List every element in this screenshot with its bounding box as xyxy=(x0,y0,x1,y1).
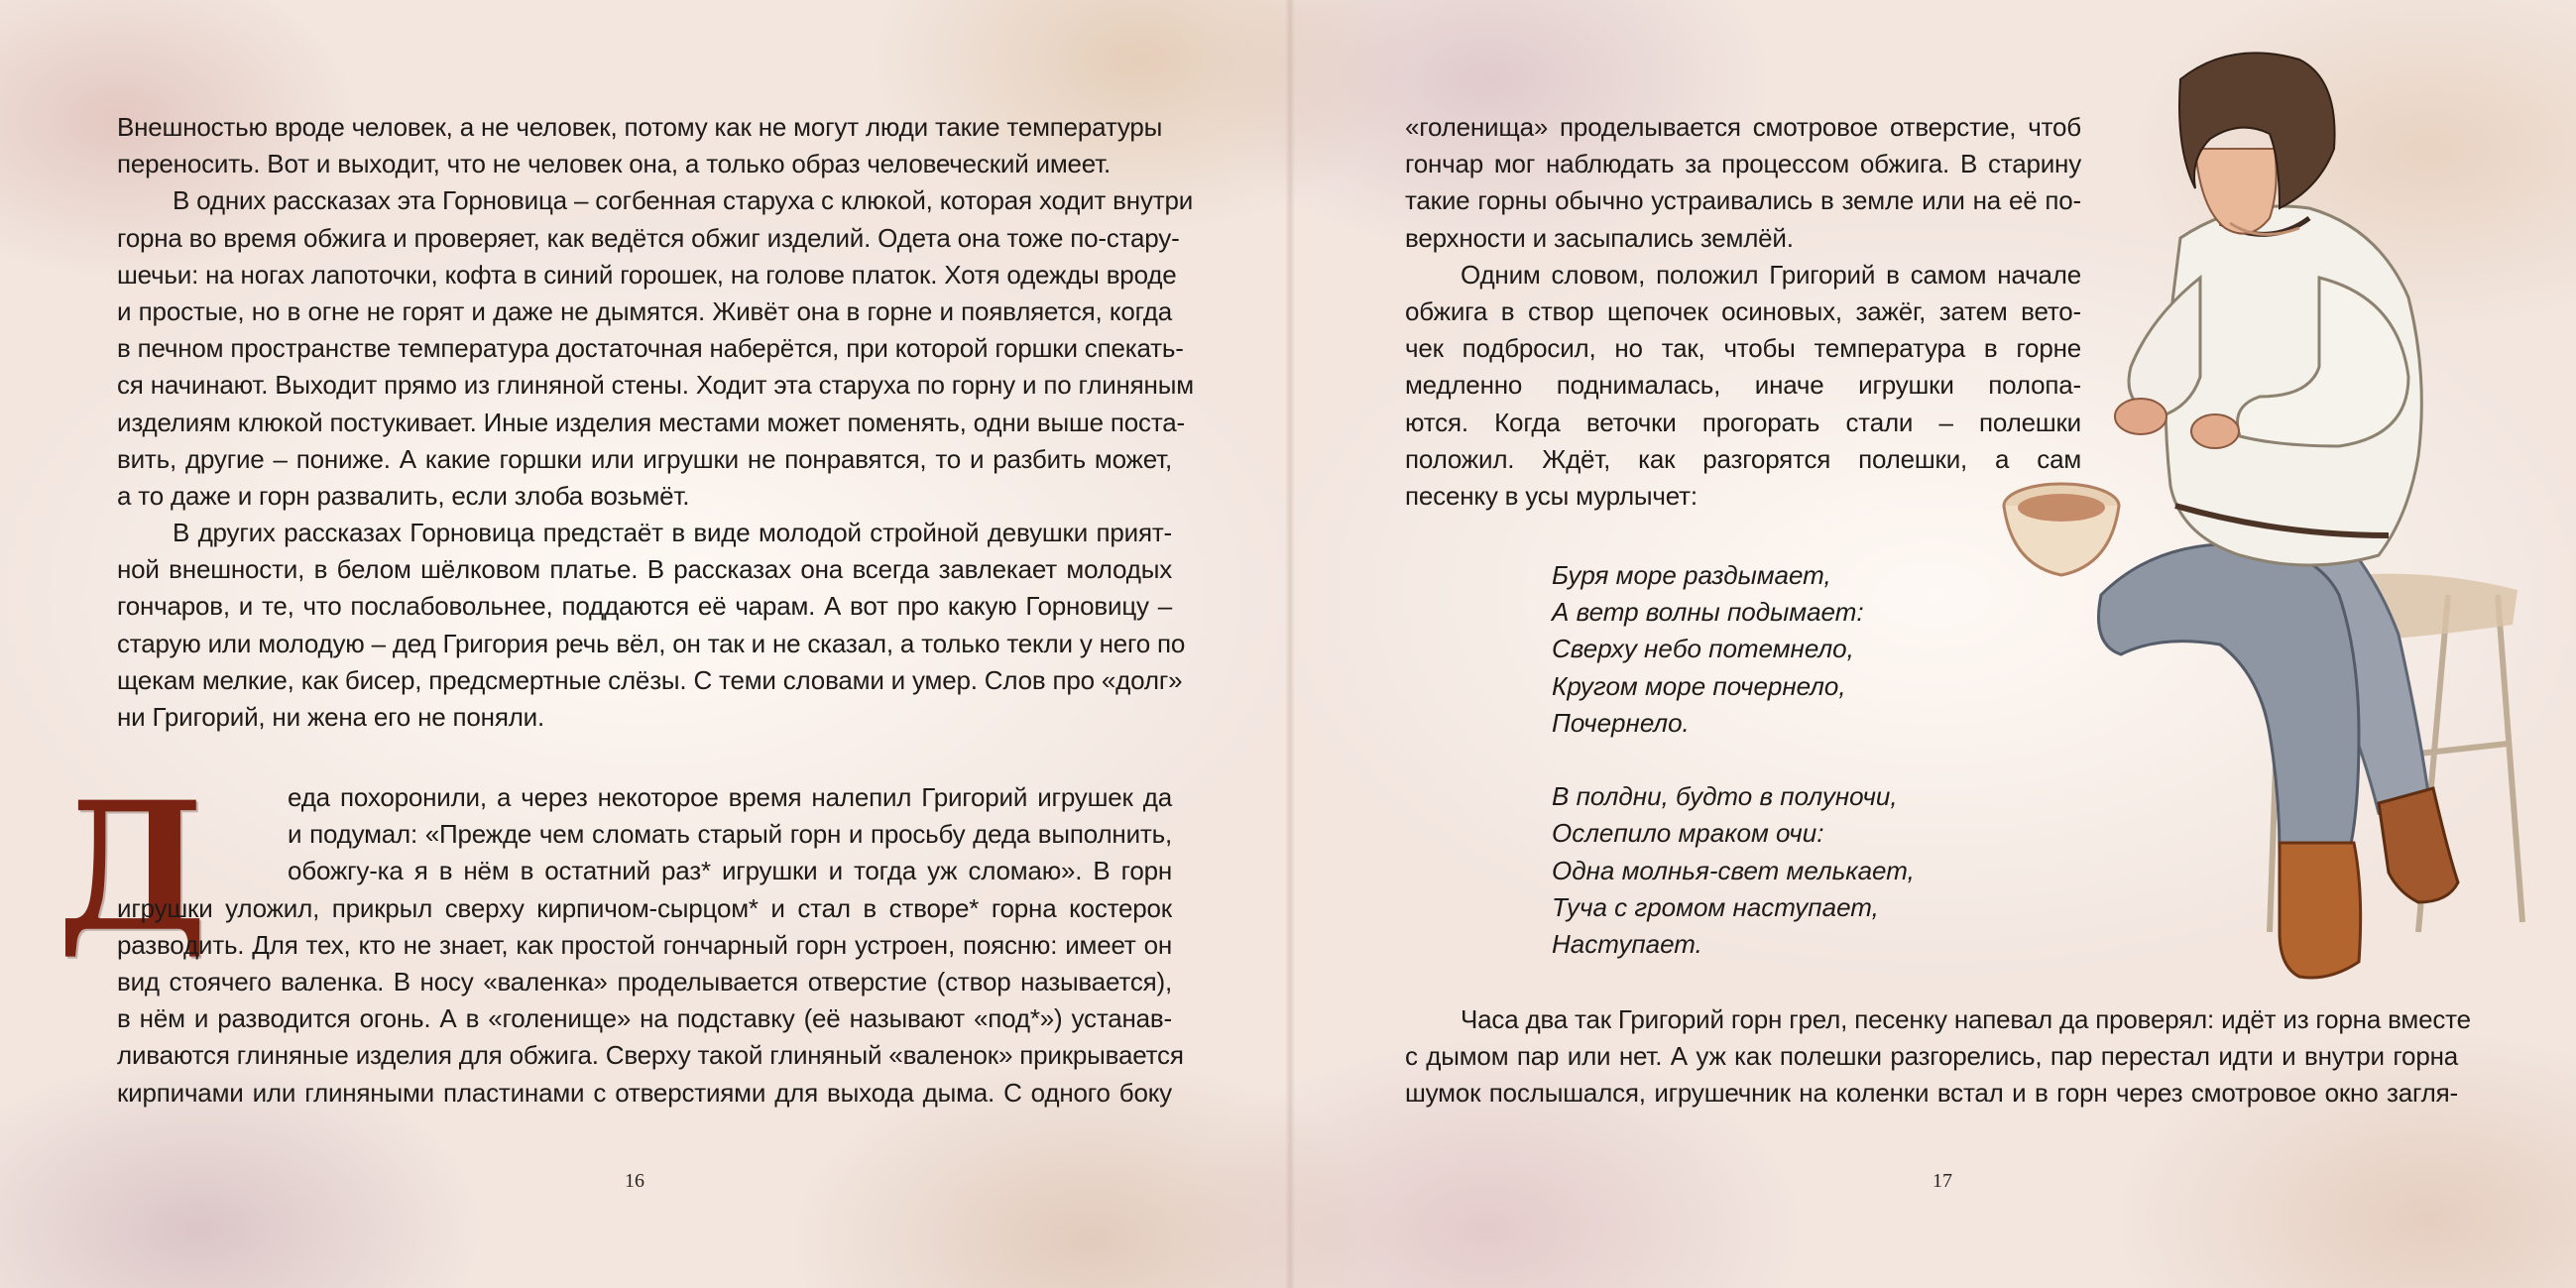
verse-line: Почернело. xyxy=(1552,707,1690,738)
text-line: с дымом пар или нет. А уж как полешки разгорелись, пар перестал идти и внутри горна xyxy=(1405,1041,2458,1072)
text-line: вить, другие – пониже. А какие горшки или игрушки не понравятся, то и разбить может, xyxy=(117,443,1172,474)
page-number-left: 16 xyxy=(625,1170,644,1192)
verse-line: Буря море раздымает, xyxy=(1552,560,1831,590)
potter-illustration xyxy=(1982,40,2576,1011)
text-line: положил. Ждёт, как разгорятся полешки, а сам xyxy=(1405,443,2081,474)
text-line: «голенища» проделывается смотровое отверстие, чтоб xyxy=(1405,112,2081,142)
trouser-front xyxy=(2099,544,2360,853)
face xyxy=(2195,149,2277,234)
text-line: а то даже и горн развалить, если злоба возьмёт. xyxy=(117,480,690,511)
text-line: гончар мог наблюдать за процессом обжига. В старину xyxy=(1405,149,2081,179)
verse-line: Кругом море почернело, xyxy=(1552,670,1846,701)
bowl xyxy=(2004,484,2119,575)
text-line: кирпичами или глиняными пластинами с отверстиями для выхода дыма. С одного боку xyxy=(117,1077,1172,1108)
right-page-closing xyxy=(1405,1001,2471,1112)
text-line: обжига в створ щепочек осиновых, зажёг, затем вето- xyxy=(1405,295,2081,326)
text-line: и простые, но в огне не горят и даже не дымятся. Живёт она в горне и появляется, когда xyxy=(117,295,1172,326)
text-line: Часа два так Григорий горн грел, песенку напевал да проверял: идёт из горна вместе xyxy=(1461,1004,2471,1034)
text-line: ся начинают. Выходит прямо из глиняной стены. Ходит эта старуха по горну и по глиняным xyxy=(117,370,1194,401)
text-line: в печном пространстве температура достаточная наберётся, при которой горшки спекать- xyxy=(117,333,1184,364)
page-number-right: 17 xyxy=(1932,1170,1952,1192)
hand-right xyxy=(2191,414,2239,448)
hand-left xyxy=(2115,399,2166,434)
text-line: чек подбросил, но так, чтобы температура в горне xyxy=(1405,333,2081,364)
text-line: Одним словом, положил Григорий в самом начале xyxy=(1461,259,2081,290)
text-line: и подумал: «Прежде чем сломать старый горн и просьбу деда выполнить, xyxy=(288,819,1172,850)
verse-line: А ветр волны подымает: xyxy=(1552,597,1864,628)
verse-line: Наступает. xyxy=(1552,928,1702,959)
text-line: щекам мелкие, как бисер, предсмертные слёзы. С теми словами и умер. Слов про «долг» xyxy=(117,664,1183,695)
text-line: изделиям клюкой постукивает. Иные изделия местами может поменять, одни выше поста- xyxy=(117,407,1185,437)
text-line: переносить. Вот и выходит, что не человек она, а только образ человеческий имеет. xyxy=(117,149,1112,179)
text-line: верхности и засыпались землёй. xyxy=(1405,222,1794,253)
text-line: ются. Когда веточки прогорать стали – полешки xyxy=(1405,407,2081,437)
dropcap-paragraph xyxy=(117,779,1184,1112)
verse-line: Туча с громом наступает, xyxy=(1552,891,1879,922)
text-line: шечьи: на ногах лапоточки, кофта в синий горошек, на голове платок. Хотя одежды вроде xyxy=(117,259,1177,290)
text-line: обожгу-ка я в нём в остатний раз* игрушки и тогда уж сломаю». В горн xyxy=(288,856,1172,886)
text-line: игрушки уложил, прикрыл сверху кирпичом-сырцом* и стал в створе* горна костерок xyxy=(117,892,1172,923)
text-line: вид стоячего валенка. В носу «валенка» проделывается отверстие (створ называется), xyxy=(117,966,1172,996)
text-line: В других рассказах Горновица предстаёт в виде молодой стройной девушки прият- xyxy=(173,518,1172,548)
text-line: гончаров, и те, что послабовольнее, поддаются её чарам. А вот про какую Горновицу – xyxy=(117,591,1172,622)
text-line: разводить. Для тех, кто не знает, как простой гончарный горн устроен, поясню: имеет он xyxy=(117,929,1172,960)
text-line: ни Григорий, ни жена его не поняли. xyxy=(117,702,545,732)
boot-front xyxy=(2280,843,2361,978)
text-line: такие горны обычно устраивались в земле или на её по- xyxy=(1405,185,2081,216)
text-line: еда похоронили, а через некоторое время налепил Григорий игрушек да xyxy=(288,782,1172,812)
text-line: Внешностью вроде человек, а не человек, потому как не могут люди такие температуры xyxy=(117,112,1163,142)
boot-back xyxy=(2379,788,2458,902)
text-line: горна во время обжига и проверяет, как ведётся обжиг изделий. Одета она тоже по-стару- xyxy=(117,222,1180,253)
text-line: ливаются глиняные изделия для обжига. Сверху такой глиняный «валенок» прикрывается xyxy=(117,1040,1184,1071)
text-line: старую или молодую – дед Григория речь вёл, он так и не сказал, а только текли у него по xyxy=(117,628,1186,658)
verse-line: Сверху небо потемнело, xyxy=(1552,634,1854,664)
right-page xyxy=(1288,0,2576,1288)
drop-cap: Д xyxy=(58,762,202,972)
text-line: ной внешности, в белом шёлковом платье. В рассказах она всегда завлекает молодых xyxy=(117,554,1172,585)
verse-line: Одна молнья-свет мелькает, xyxy=(1552,855,1915,885)
text-line: В одних рассказах эта Горновица – согбенная старуха с клюкой, которая ходит внутри xyxy=(173,185,1194,216)
text-line: песенку в усы мурлычет: xyxy=(1405,480,1698,511)
song-verse xyxy=(1552,557,1915,963)
left-page xyxy=(0,0,1287,1288)
text-line: шумок послышался, игрушечник на коленки встал и в горн через смотровое окно загля- xyxy=(1405,1078,2458,1109)
verse-line: В полдни, будто в полуночи, xyxy=(1552,781,1898,812)
right-page-body xyxy=(1405,109,2081,515)
text-line: медленно поднималась, иначе игрушки полопа- xyxy=(1405,370,2081,401)
verse-line: Ослепило мраком очи: xyxy=(1552,818,1824,849)
sleeve-left xyxy=(2129,278,2200,416)
text-line: в нём и разводится огонь. А в «голенище» на подставку (её называют «под*») устанав- xyxy=(117,1003,1172,1034)
left-page-body xyxy=(117,109,1194,736)
